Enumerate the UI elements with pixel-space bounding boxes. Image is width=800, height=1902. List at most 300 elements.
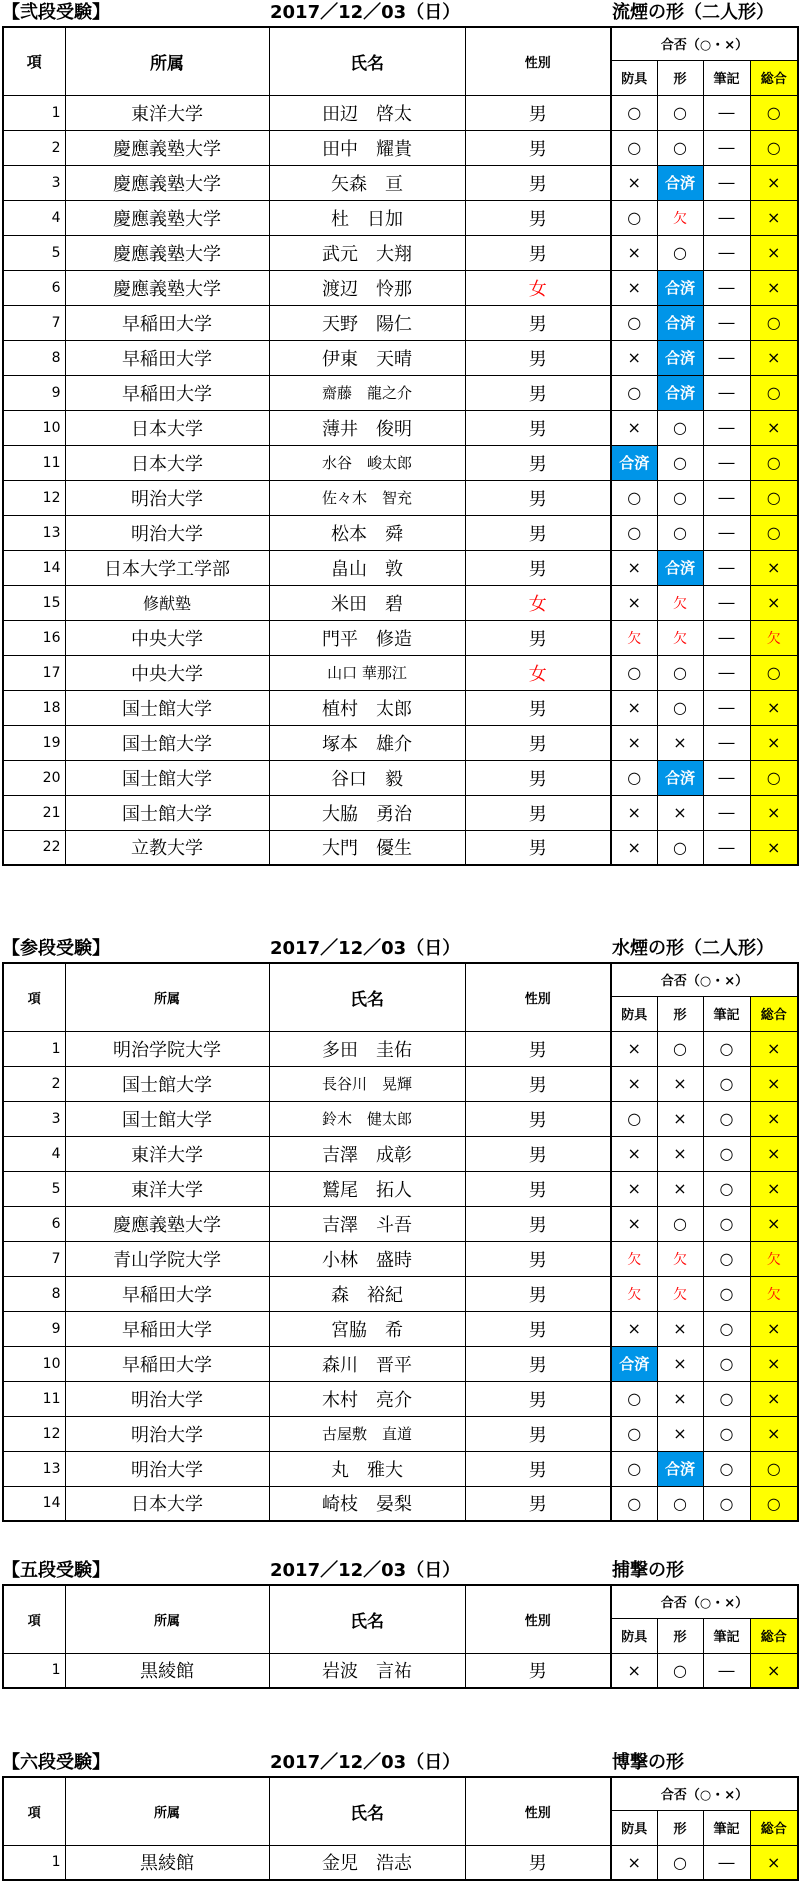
- col-header-hikki: 筆記: [703, 1810, 750, 1845]
- name-cell: 佐々木 智充: [269, 480, 465, 515]
- gender-cell: 男: [465, 725, 611, 760]
- col-header-hikki: 筆記: [703, 60, 750, 95]
- header-row: [3, 1585, 798, 1618]
- result-hikki: ―: [703, 690, 750, 725]
- gender-cell: 男: [465, 830, 611, 865]
- col-header-name: 氏名: [269, 963, 465, 1031]
- section-title: 【五段受験】: [2, 1560, 110, 1581]
- table-row: [3, 1845, 798, 1880]
- row-number: 13: [3, 515, 65, 550]
- result-hikki: ―: [703, 760, 750, 795]
- header-row: [3, 27, 798, 60]
- row-number: 7: [3, 305, 65, 340]
- result-sogo: 欠: [750, 1276, 798, 1311]
- row-number: 2: [3, 1066, 65, 1101]
- col-header-gender: 性別: [465, 963, 611, 1031]
- result-sogo: ×: [750, 585, 798, 620]
- gender-cell: 男: [465, 1346, 611, 1381]
- result-kata: 合済: [657, 270, 703, 305]
- name-cell: 吉澤 成彰: [269, 1136, 465, 1171]
- table-row: [3, 1451, 798, 1486]
- name-cell: 田辺 啓太: [269, 95, 465, 130]
- affiliation-cell: 明治学院大学: [65, 1031, 269, 1066]
- row-number: 1: [3, 95, 65, 130]
- name-cell: 大脇 勇治: [269, 795, 465, 830]
- gender-cell: 男: [465, 1845, 611, 1880]
- affiliation-cell: 修猷塾: [65, 585, 269, 620]
- kata-form-name: 流煙の形（二人形）: [612, 2, 774, 23]
- name-cell: 植村 太郎: [269, 690, 465, 725]
- result-sogo: ○: [750, 480, 798, 515]
- table-row: [3, 1276, 798, 1311]
- row-number: 14: [3, 1486, 65, 1521]
- col-header-result: 合否（○・×）: [611, 1585, 798, 1618]
- result-kata: ○: [657, 1653, 703, 1688]
- result-table: [2, 962, 799, 1522]
- result-sogo: ○: [750, 515, 798, 550]
- result-sogo: ×: [750, 1346, 798, 1381]
- result-bogu: ○: [611, 130, 657, 165]
- name-cell: 鷲尾 拓人: [269, 1171, 465, 1206]
- result-kata: ○: [657, 410, 703, 445]
- affiliation-cell: 東洋大学: [65, 1171, 269, 1206]
- table-row: [3, 760, 798, 795]
- result-kata: ○: [657, 235, 703, 270]
- affiliation-cell: 黒綾館: [65, 1845, 269, 1880]
- result-hikki: ―: [703, 480, 750, 515]
- affiliation-cell: 早稲田大学: [65, 305, 269, 340]
- row-number: 22: [3, 830, 65, 865]
- result-sogo: ×: [750, 1845, 798, 1880]
- name-cell: 杜 日加: [269, 200, 465, 235]
- result-sogo: 欠: [750, 620, 798, 655]
- gender-cell: 男: [465, 760, 611, 795]
- result-hikki: ○: [703, 1451, 750, 1486]
- row-number: 11: [3, 445, 65, 480]
- affiliation-cell: 日本大学: [65, 1486, 269, 1521]
- name-cell: 矢森 亘: [269, 165, 465, 200]
- result-kata: 欠: [657, 200, 703, 235]
- col-header-no: 項: [3, 1585, 65, 1653]
- name-cell: 天野 陽仁: [269, 305, 465, 340]
- result-bogu: ×: [611, 725, 657, 760]
- exam-date: 2017／12／03（日）: [270, 938, 461, 959]
- name-cell: 齋藤 龍之介: [269, 375, 465, 410]
- result-hikki: ―: [703, 235, 750, 270]
- affiliation-cell: 早稲田大学: [65, 1311, 269, 1346]
- gender-cell: 男: [465, 795, 611, 830]
- affiliation-cell: 中央大学: [65, 655, 269, 690]
- row-number: 1: [3, 1031, 65, 1066]
- result-bogu: ○: [611, 1101, 657, 1136]
- result-sogo: ×: [750, 1311, 798, 1346]
- result-kata: 欠: [657, 585, 703, 620]
- result-hikki: ―: [703, 1845, 750, 1880]
- affiliation-cell: 早稲田大学: [65, 375, 269, 410]
- result-hikki: ―: [703, 95, 750, 130]
- table-row: [3, 1346, 798, 1381]
- col-header-gender: 性別: [465, 1585, 611, 1653]
- row-number: 19: [3, 725, 65, 760]
- gender-cell: 男: [465, 515, 611, 550]
- result-kata: 合済: [657, 165, 703, 200]
- col-header-sogo: 総合: [750, 1810, 798, 1845]
- table-row: [3, 410, 798, 445]
- result-sogo: ×: [750, 200, 798, 235]
- result-sogo: ×: [750, 165, 798, 200]
- gender-cell: 男: [465, 1653, 611, 1688]
- affiliation-cell: 東洋大学: [65, 1136, 269, 1171]
- result-sogo: ×: [750, 410, 798, 445]
- affiliation-cell: 早稲田大学: [65, 1346, 269, 1381]
- result-bogu: ○: [611, 655, 657, 690]
- gender-cell: 男: [465, 480, 611, 515]
- table-row: [3, 1101, 798, 1136]
- gender-cell: 男: [465, 340, 611, 375]
- result-bogu: ×: [611, 550, 657, 585]
- name-cell: 伊東 天晴: [269, 340, 465, 375]
- name-cell: 渡辺 怜那: [269, 270, 465, 305]
- result-table: [2, 1776, 799, 1881]
- gender-cell: 男: [465, 1451, 611, 1486]
- result-sogo: ○: [750, 375, 798, 410]
- result-sogo: ×: [750, 270, 798, 305]
- result-kata: ○: [657, 655, 703, 690]
- table-row: [3, 620, 798, 655]
- result-bogu: ○: [611, 515, 657, 550]
- gender-cell: 男: [465, 1031, 611, 1066]
- table-row: [3, 1031, 798, 1066]
- gender-cell: 男: [465, 1381, 611, 1416]
- col-header-name: 氏名: [269, 1777, 465, 1845]
- gender-cell: 男: [465, 200, 611, 235]
- row-number: 20: [3, 760, 65, 795]
- result-kata: ○: [657, 690, 703, 725]
- affiliation-cell: 日本大学: [65, 445, 269, 480]
- result-bogu: ×: [611, 410, 657, 445]
- result-bogu: ×: [611, 795, 657, 830]
- table-row: [3, 130, 798, 165]
- result-hikki: ―: [703, 375, 750, 410]
- result-kata: ○: [657, 515, 703, 550]
- result-kata: ○: [657, 1486, 703, 1521]
- result-bogu: ×: [611, 235, 657, 270]
- result-table: [2, 26, 799, 866]
- result-kata: ○: [657, 445, 703, 480]
- name-cell: 塚本 雄介: [269, 725, 465, 760]
- affiliation-cell: 慶應義塾大学: [65, 1206, 269, 1241]
- result-sogo: ×: [750, 1653, 798, 1688]
- kata-form-name: 捕撃の形: [612, 1560, 684, 1581]
- result-bogu: ×: [611, 830, 657, 865]
- result-kata: ○: [657, 130, 703, 165]
- result-kata: ○: [657, 95, 703, 130]
- result-bogu: ○: [611, 1451, 657, 1486]
- col-header-kata: 形: [657, 1810, 703, 1845]
- gender-cell: 男: [465, 1276, 611, 1311]
- gender-cell: 男: [465, 1486, 611, 1521]
- result-sogo: ×: [750, 830, 798, 865]
- table-row: [3, 1381, 798, 1416]
- result-kata: ×: [657, 1066, 703, 1101]
- result-kata: 欠: [657, 1276, 703, 1311]
- gender-cell: 女: [465, 655, 611, 690]
- affiliation-cell: 慶應義塾大学: [65, 270, 269, 305]
- result-kata: 合済: [657, 760, 703, 795]
- name-cell: 鈴木 健太郎: [269, 1101, 465, 1136]
- table-row: [3, 445, 798, 480]
- result-bogu: ×: [611, 690, 657, 725]
- gender-cell: 男: [465, 550, 611, 585]
- result-hikki: ―: [703, 725, 750, 760]
- col-header-bogu: 防具: [611, 1618, 657, 1653]
- table-row: [3, 165, 798, 200]
- row-number: 13: [3, 1451, 65, 1486]
- gender-cell: 男: [465, 305, 611, 340]
- row-number: 12: [3, 480, 65, 515]
- name-cell: 岩波 言祐: [269, 1653, 465, 1688]
- exam-date: 2017／12／03（日）: [270, 2, 461, 23]
- row-number: 7: [3, 1241, 65, 1276]
- result-kata: ○: [657, 480, 703, 515]
- table-row: [3, 305, 798, 340]
- table-row: [3, 830, 798, 865]
- result-bogu: 欠: [611, 1241, 657, 1276]
- affiliation-cell: 早稲田大学: [65, 1276, 269, 1311]
- result-hikki: ―: [703, 795, 750, 830]
- col-header-result: 合否（○・×）: [611, 1777, 798, 1810]
- table-row: [3, 235, 798, 270]
- col-header-result: 合否（○・×）: [611, 963, 798, 996]
- col-header-gender: 性別: [465, 27, 611, 95]
- result-hikki: ―: [703, 550, 750, 585]
- gender-cell: 男: [465, 1136, 611, 1171]
- result-hikki: ―: [703, 270, 750, 305]
- result-sogo: ○: [750, 445, 798, 480]
- result-bogu: ×: [611, 1311, 657, 1346]
- result-hikki: ○: [703, 1346, 750, 1381]
- exam-date: 2017／12／03（日）: [270, 1560, 461, 1581]
- result-kata: 欠: [657, 620, 703, 655]
- result-hikki: ○: [703, 1136, 750, 1171]
- gender-cell: 男: [465, 95, 611, 130]
- affiliation-cell: 慶應義塾大学: [65, 165, 269, 200]
- col-header-no: 項: [3, 1777, 65, 1845]
- name-cell: 米田 碧: [269, 585, 465, 620]
- col-header-bogu: 防具: [611, 996, 657, 1031]
- row-number: 8: [3, 1276, 65, 1311]
- kata-form-name: 博撃の形: [612, 1752, 684, 1773]
- col-header-kata: 形: [657, 996, 703, 1031]
- name-cell: 畠山 敦: [269, 550, 465, 585]
- section-title: 【弐段受験】: [2, 2, 110, 23]
- result-kata: ○: [657, 1031, 703, 1066]
- table-row: [3, 655, 798, 690]
- result-hikki: ―: [703, 130, 750, 165]
- result-table: [2, 1584, 799, 1689]
- affiliation-cell: 立教大学: [65, 830, 269, 865]
- affiliation-cell: 東洋大学: [65, 95, 269, 130]
- gender-cell: 男: [465, 410, 611, 445]
- table-row: [3, 375, 798, 410]
- result-hikki: ―: [703, 165, 750, 200]
- result-sogo: ×: [750, 1066, 798, 1101]
- name-cell: 松本 舜: [269, 515, 465, 550]
- name-cell: 吉澤 斗吾: [269, 1206, 465, 1241]
- result-bogu: ○: [611, 95, 657, 130]
- result-kata: ×: [657, 1311, 703, 1346]
- row-number: 5: [3, 1171, 65, 1206]
- header-row: [3, 963, 798, 996]
- table-row: [3, 1206, 798, 1241]
- name-cell: 田中 耀貴: [269, 130, 465, 165]
- name-cell: 多田 圭佑: [269, 1031, 465, 1066]
- table-row: [3, 1311, 798, 1346]
- result-hikki: ―: [703, 830, 750, 865]
- row-number: 3: [3, 1101, 65, 1136]
- result-hikki: ―: [703, 1653, 750, 1688]
- result-sogo: ○: [750, 655, 798, 690]
- result-hikki: ○: [703, 1381, 750, 1416]
- result-bogu: ○: [611, 760, 657, 795]
- gender-cell: 男: [465, 1416, 611, 1451]
- result-hikki: ―: [703, 340, 750, 375]
- table-row: [3, 1416, 798, 1451]
- result-sogo: ○: [750, 95, 798, 130]
- result-kata: ×: [657, 1381, 703, 1416]
- table-row: [3, 515, 798, 550]
- row-number: 11: [3, 1381, 65, 1416]
- result-kata: ○: [657, 1206, 703, 1241]
- result-hikki: ○: [703, 1031, 750, 1066]
- result-sogo: ×: [750, 1381, 798, 1416]
- gender-cell: 男: [465, 1171, 611, 1206]
- row-number: 9: [3, 1311, 65, 1346]
- affiliation-cell: 慶應義塾大学: [65, 235, 269, 270]
- col-header-bogu: 防具: [611, 60, 657, 95]
- result-kata: 合済: [657, 550, 703, 585]
- row-number: 14: [3, 550, 65, 585]
- table-row: [3, 270, 798, 305]
- row-number: 2: [3, 130, 65, 165]
- result-kata: ×: [657, 795, 703, 830]
- affiliation-cell: 青山学院大学: [65, 1241, 269, 1276]
- name-cell: 木村 亮介: [269, 1381, 465, 1416]
- result-bogu: ○: [611, 480, 657, 515]
- gender-cell: 男: [465, 235, 611, 270]
- affiliation-cell: 国士館大学: [65, 690, 269, 725]
- result-kata: ○: [657, 830, 703, 865]
- name-cell: 門平 修造: [269, 620, 465, 655]
- result-sogo: ○: [750, 1486, 798, 1521]
- result-hikki: ○: [703, 1311, 750, 1346]
- affiliation-cell: 国士館大学: [65, 1066, 269, 1101]
- header-row: [3, 1777, 798, 1810]
- result-bogu: 欠: [611, 620, 657, 655]
- row-number: 17: [3, 655, 65, 690]
- table-row: [3, 795, 798, 830]
- result-bogu: 合済: [611, 1346, 657, 1381]
- table-row: [3, 690, 798, 725]
- result-kata: 欠: [657, 1241, 703, 1276]
- result-kata: 合済: [657, 1451, 703, 1486]
- table-row: [3, 550, 798, 585]
- result-hikki: ○: [703, 1276, 750, 1311]
- affiliation-cell: 黒綾館: [65, 1653, 269, 1688]
- row-number: 9: [3, 375, 65, 410]
- result-hikki: ―: [703, 305, 750, 340]
- name-cell: 金児 浩志: [269, 1845, 465, 1880]
- section-title: 【参段受験】: [2, 938, 110, 959]
- gender-cell: 男: [465, 690, 611, 725]
- result-bogu: ○: [611, 1486, 657, 1521]
- col-header-name: 氏名: [269, 27, 465, 95]
- result-sogo: ×: [750, 1031, 798, 1066]
- col-header-sogo: 総合: [750, 1618, 798, 1653]
- affiliation-cell: 明治大学: [65, 515, 269, 550]
- row-number: 4: [3, 1136, 65, 1171]
- row-number: 18: [3, 690, 65, 725]
- result-sogo: ×: [750, 1416, 798, 1451]
- col-header-affiliation: 所属: [65, 1777, 269, 1845]
- result-bogu: ×: [611, 340, 657, 375]
- affiliation-cell: 明治大学: [65, 1416, 269, 1451]
- row-number: 8: [3, 340, 65, 375]
- result-kata: ×: [657, 1171, 703, 1206]
- result-sogo: ×: [750, 235, 798, 270]
- table-row: [3, 1486, 798, 1521]
- col-header-no: 項: [3, 963, 65, 1031]
- name-cell: 森川 晋平: [269, 1346, 465, 1381]
- result-hikki: ―: [703, 445, 750, 480]
- result-sogo: ×: [750, 1171, 798, 1206]
- col-header-affiliation: 所属: [65, 963, 269, 1031]
- result-hikki: ―: [703, 585, 750, 620]
- result-hikki: ○: [703, 1416, 750, 1451]
- result-bogu: ○: [611, 200, 657, 235]
- result-kata: 合済: [657, 305, 703, 340]
- result-bogu: ○: [611, 1381, 657, 1416]
- result-sogo: ○: [750, 1451, 798, 1486]
- affiliation-cell: 慶應義塾大学: [65, 200, 269, 235]
- result-bogu: ×: [611, 270, 657, 305]
- result-bogu: ×: [611, 1653, 657, 1688]
- table-row: [3, 480, 798, 515]
- table-row: [3, 1066, 798, 1101]
- result-sogo: ×: [750, 690, 798, 725]
- table-row: [3, 1136, 798, 1171]
- col-header-kata: 形: [657, 60, 703, 95]
- result-kata: ×: [657, 725, 703, 760]
- gender-cell: 男: [465, 1101, 611, 1136]
- row-number: 3: [3, 165, 65, 200]
- row-number: 6: [3, 270, 65, 305]
- col-header-sogo: 総合: [750, 60, 798, 95]
- col-header-result: 合否（○・×）: [611, 27, 798, 60]
- result-bogu: ○: [611, 375, 657, 410]
- gender-cell: 男: [465, 620, 611, 655]
- result-kata: ×: [657, 1346, 703, 1381]
- row-number: 6: [3, 1206, 65, 1241]
- result-bogu: 合済: [611, 445, 657, 480]
- gender-cell: 女: [465, 270, 611, 305]
- result-hikki: ○: [703, 1241, 750, 1276]
- name-cell: 大門 優生: [269, 830, 465, 865]
- result-bogu: ○: [611, 1416, 657, 1451]
- affiliation-cell: 明治大学: [65, 1381, 269, 1416]
- affiliation-cell: 明治大学: [65, 480, 269, 515]
- row-number: 16: [3, 620, 65, 655]
